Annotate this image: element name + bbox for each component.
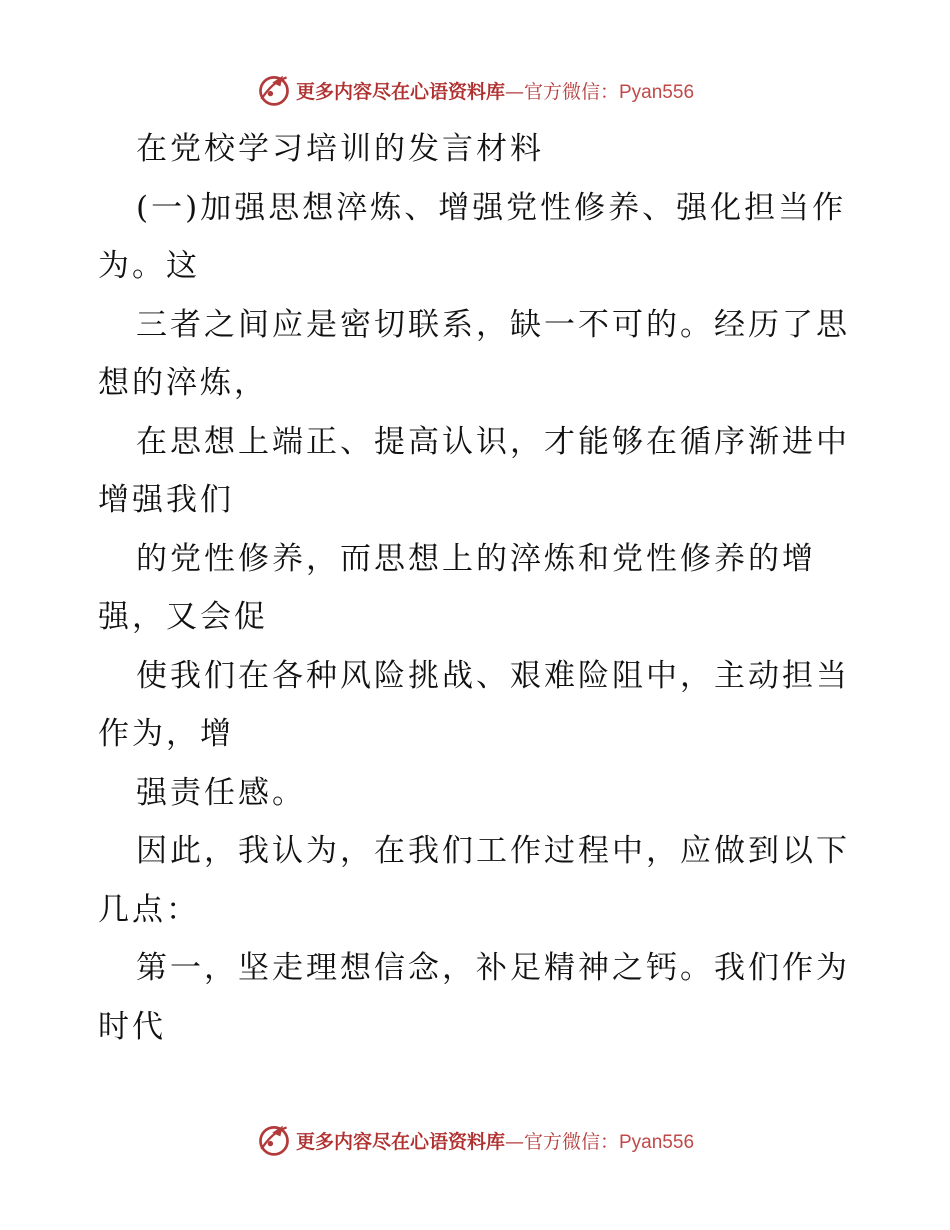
document-body [98, 120, 858, 1056]
doc-line: 几点： [98, 891, 200, 928]
doc-line: 强，又会促 [98, 599, 268, 635]
header-account: Pyan556 [619, 81, 695, 103]
doc-line: 因此，我认为，在我们工作过程中，应做到以下 [136, 833, 850, 869]
pen-logo-icon [256, 72, 292, 108]
footer-account: Pyan556 [619, 1131, 695, 1153]
doc-line: 强责任感。 [136, 774, 306, 811]
footer-watermark [0, 1120, 950, 1160]
doc-title: 在党校学习培训的发言材料 [136, 131, 544, 167]
doc-line: 三者之间应是密切联系，缺一不可的。经历了思 [136, 306, 850, 343]
header-separator: — [504, 80, 524, 103]
doc-line: 为。这 [98, 248, 200, 284]
pen-logo-icon [256, 1122, 292, 1158]
footer-label: 官方微信： [523, 1130, 619, 1153]
doc-line: 在思想上端正、提高认识，才能够在循序渐进中 [136, 423, 850, 460]
header-banner-text [296, 77, 694, 104]
doc-line: 增强我们 [98, 482, 234, 518]
doc-line: 作为，增 [98, 716, 234, 752]
header-label: 官方微信： [523, 80, 619, 103]
footer-separator: — [504, 1130, 524, 1153]
doc-line: 时代 [98, 1008, 166, 1045]
doc-line: 想的淬炼， [98, 365, 268, 401]
footer-banner-text [296, 1127, 694, 1154]
header-watermark [0, 70, 950, 110]
footer-brand: 更多内容尽在心语资料库 [295, 1130, 505, 1153]
header-brand: 更多内容尽在心语资料库 [295, 80, 505, 103]
doc-line: 的党性修养，而思想上的淬炼和党性修养的增 [136, 540, 816, 577]
doc-line: (一)加强思想淬炼、增强党性修养、强化担当作 [136, 189, 847, 226]
doc-line: 第一，坚走理想信念，补足精神之钙。我们作为 [136, 950, 850, 986]
doc-line: 使我们在各种风险挑战、艰难险阻中，主动担当 [136, 657, 850, 694]
